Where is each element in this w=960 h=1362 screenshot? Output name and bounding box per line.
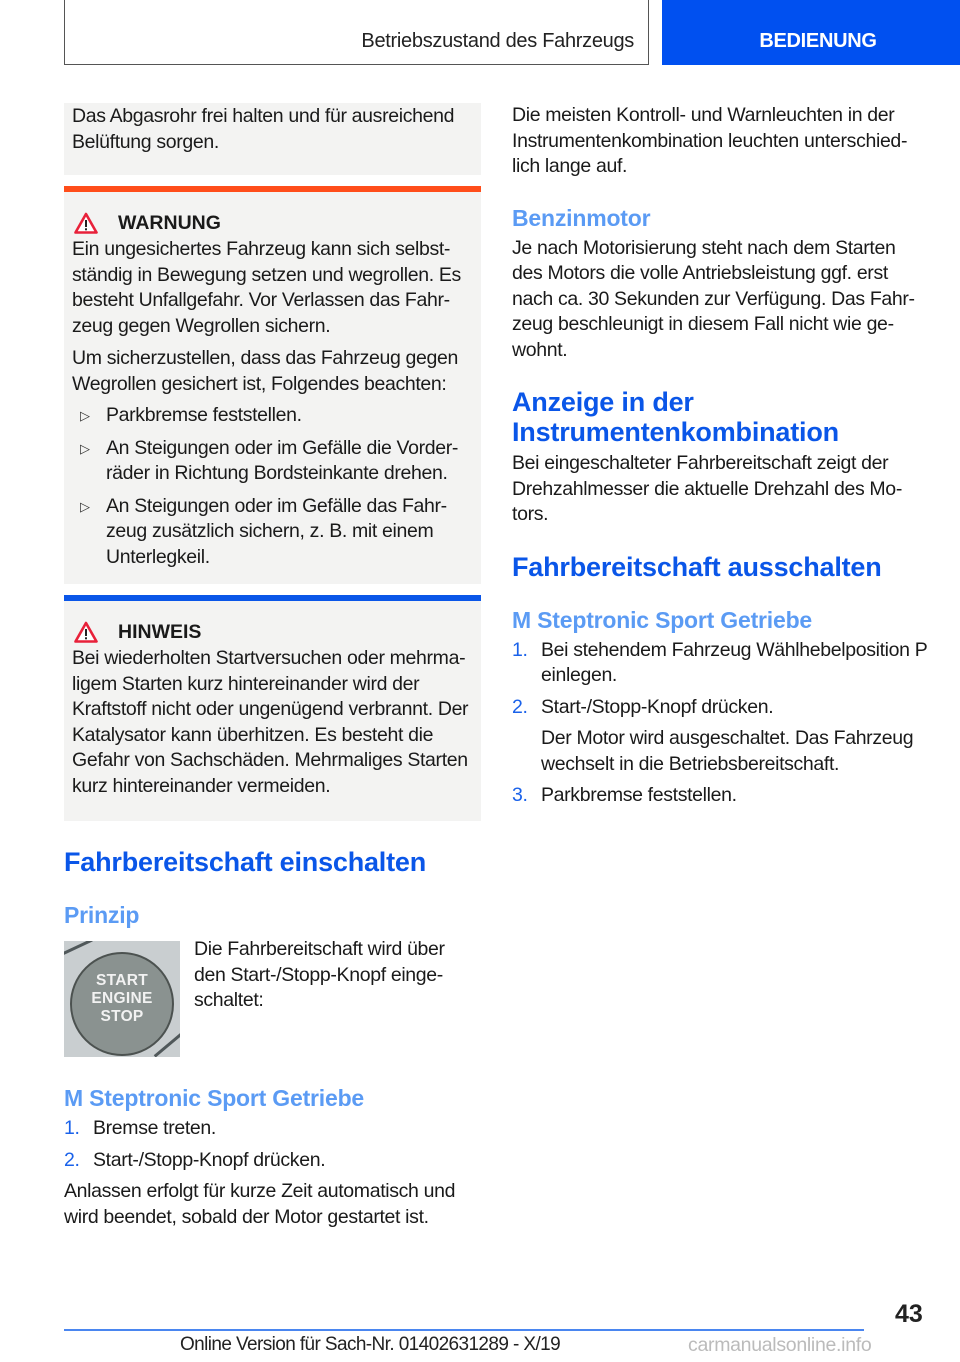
warning-box bbox=[64, 192, 481, 584]
section-header bbox=[64, 0, 649, 65]
list-item: 3. Parkbremse feststellen. bbox=[512, 784, 737, 806]
stop-steps-list bbox=[512, 638, 928, 809]
warning-triangle-icon bbox=[74, 621, 98, 643]
warning-title: WARNUNG bbox=[118, 211, 221, 234]
warning-heading bbox=[72, 210, 473, 236]
list-item: 2. Start-/Stopp-Knopf drücken. bbox=[64, 1148, 326, 1171]
section-heading-einschalten: Fahrbereitschaft einschalten bbox=[64, 847, 427, 877]
triangle-bullet-icon: ▷ bbox=[80, 440, 90, 456]
chapter-tab[interactable] bbox=[662, 0, 960, 65]
intro-box bbox=[64, 103, 481, 175]
triangle-bullet-icon: ▷ bbox=[80, 408, 90, 423]
intro-text: Die meisten Kontroll- und Warnleuchten in der Instrumentenkombination leuchten unterschiedlich lange auf. bbox=[512, 104, 908, 177]
benzin-text: Je nach Motorisierung steht nach dem Starten des Motors die volle Antriebsleistung ggf. erst nach ca. 30 Sekunden zur Verfügung. Das Fahrzeug beschleunigt in diesem Fall nicht wie gewohnt. bbox=[512, 236, 916, 361]
subheading-steptronic-aus: M Steptronic Sport Getriebe bbox=[512, 606, 813, 633]
list-item: 1. Bremse treten. bbox=[64, 1117, 216, 1139]
start-stop-button-label: START ENGINE STOP bbox=[91, 972, 153, 1025]
prinzip-block bbox=[64, 938, 481, 1057]
note-heading bbox=[72, 619, 473, 645]
note-title: HINWEIS bbox=[118, 620, 202, 643]
triangle-bullet-icon: ▷ bbox=[80, 498, 90, 514]
start-stop-button-image bbox=[64, 941, 180, 1057]
warning-bullet-list bbox=[72, 403, 473, 570]
footer-online-version: Online Version für Sach-Nr. 01402631289 - X/19 bbox=[180, 1334, 561, 1355]
list-item: ▷ An Steigungen oder im Gefälle das Fahrzeug zusätzlich sichern, z. B. mit einem Unterlegkeil. bbox=[80, 494, 448, 568]
left-column bbox=[64, 103, 481, 1230]
list-item: ▷ Parkbremse feststellen. bbox=[72, 403, 473, 429]
subheading-prinzip: Prinzip bbox=[64, 902, 140, 928]
intro-box-text: Das Abgasrohr frei halten und für ausreichend Belüftung sorgen. bbox=[72, 105, 455, 153]
section-heading-ausschalten: Fahrbereitschaft ausschalten bbox=[512, 551, 882, 582]
subheading-benzinmotor: Benzinmotor bbox=[512, 204, 651, 231]
footer-divider bbox=[64, 1329, 864, 1331]
list-item: ▷ An Steigungen oder im Gefälle die Vorderräder in Richtung Bordsteinkante drehen. bbox=[80, 436, 459, 484]
note-text: Bei wiederholten Startversuchen oder mehrmaligem Starten kurz hintereinander wird der Kraftstoff nicht oder ungenügend verbrannt. Der Katalysator kann überhitzen. Es besteht die Gefahr von Sachschäden. Mehrmaliges Starten kurz hintereinander vermeiden. bbox=[72, 647, 469, 797]
right-column bbox=[512, 103, 928, 815]
prinzip-text: Die Fahrbereitschaft wird über den Start-/Stopp-Knopf eingeschaltet: bbox=[194, 938, 445, 1011]
start-closing-text: Anlassen erfolgt für kurze Zeit automatisch und wird beendet, sobald der Motor gestartet ist. bbox=[64, 1180, 456, 1228]
subheading-steptronic: M Steptronic Sport Getriebe bbox=[64, 1085, 365, 1111]
list-item: 1. Bei stehendem Fahrzeug Wählhebelposition P einlegen. bbox=[512, 638, 928, 686]
note-box bbox=[64, 601, 481, 821]
anzeige-text: Bei eingeschalteter Fahrbereitschaft zeigt der Drehzahlmesser die aktuelle Drehzahl des Motors. bbox=[512, 452, 903, 525]
section-title: Betriebszustand des Fahrzeugs bbox=[361, 30, 634, 52]
watermark: carmanualsonline.info bbox=[688, 1334, 872, 1356]
section-heading-anzeige: Anzeige in der Instrumentenkombination bbox=[512, 387, 839, 447]
start-steps-list bbox=[64, 1116, 481, 1173]
list-item: 2. Start-/Stopp-Knopf drücken. Der Motor wird ausgeschaltet. Das Fahrzeug wechselt in die Betriebsbereitschaft. bbox=[512, 695, 914, 775]
warning-text: Ein ungesichertes Fahrzeug kann sich selbstständig in Bewegung setzen und wegrollen. Es besteht Unfallgefahr. Vor Verlassen das Fahrzeug gegen Wegrollen sichern. bbox=[72, 238, 461, 337]
chapter-tab-label: BEDIENUNG bbox=[759, 30, 877, 52]
warning-triangle-icon bbox=[74, 212, 98, 234]
warning-text-2: Um sicherzustellen, dass das Fahrzeug gegen Wegrollen gesichert ist, Folgendes beachten: bbox=[72, 347, 458, 395]
page-number: 43 bbox=[895, 1300, 923, 1328]
